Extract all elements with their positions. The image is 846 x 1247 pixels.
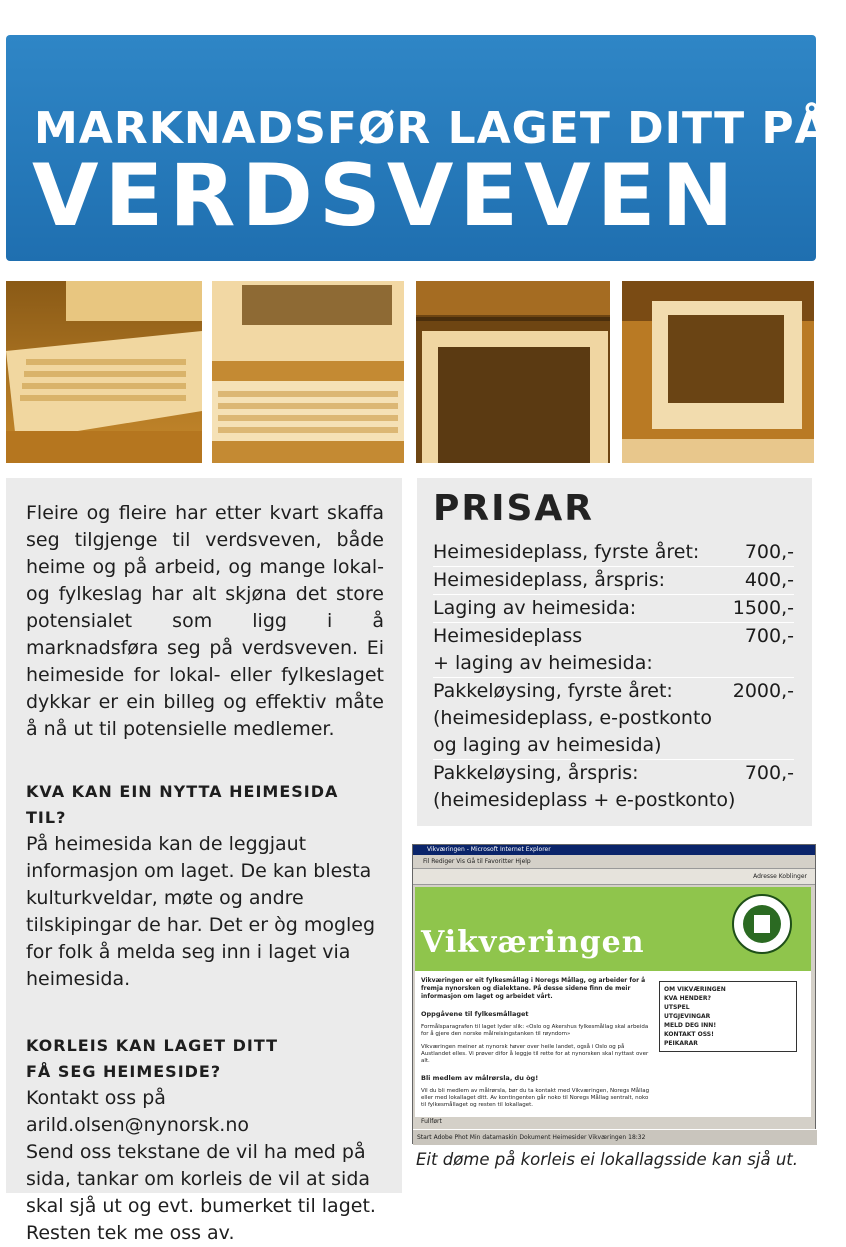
info-box	[6, 478, 402, 1244]
nav-item[interactable]: PEIKARAR	[664, 1040, 698, 1047]
price-label: Heimesideplass, årspris:	[433, 569, 666, 591]
price-row	[433, 759, 794, 787]
nav-item[interactable]: OM VIKVÆRINGEN	[664, 986, 726, 993]
site-main-column	[421, 977, 653, 1109]
price-value: 1500,-	[732, 597, 794, 619]
site-member-heading: Bli medlem av målrørsla, du òg!	[421, 1074, 539, 1082]
title-banner	[6, 35, 830, 261]
price-row	[433, 732, 794, 759]
site-para-1: Formålsparagrafen til laget lyder slik: «Oslo og Akershus fylkesmållag skal arbeida for å gjere den norske målreisingstanken til røyndom»	[421, 1024, 649, 1037]
price-label: og laging av heimesida)	[433, 734, 662, 756]
price-row	[433, 677, 794, 705]
website-screenshot	[412, 844, 816, 1144]
taskbar: Start Adobe Phot Min datamaskin Dokument Heimesider Vikværingen 18:32	[413, 1129, 817, 1145]
price-value: 2000,-	[732, 680, 794, 702]
section2-heading-line1: KORLEIS KAN LAGET DITT	[26, 1036, 279, 1055]
price-row	[433, 566, 794, 594]
section2-heading-line2: FÅ SEG HEIMESIDE?	[26, 1062, 222, 1081]
prices-title: PRISAR	[433, 488, 595, 529]
site-intro: Vikværingen er eit fylkesmållag i Noregs Mållag, og arbeider for å fremja nynorsken og dialektane. På desse sidene finn de meir informasjon om laget og arbeidet vårt.	[421, 977, 646, 1000]
nav-item[interactable]: KONTAKT OSS!	[664, 1031, 714, 1038]
price-row	[433, 622, 794, 650]
price-list	[417, 478, 812, 826]
intro-text: Fleire og fleire har etter kvart skaffa seg tilgjenge til verdsveven, både heime og på arbeid, og mange lokal- og fylkeslag har alt skjøna det store potensialet som ligg i å marknadsføra seg på verdsveven. Ei heimeside for lokal- eller fylkeslaget dykkar er ein billeg og effektiv måte å nå ut til potensielle medlemer.	[26, 502, 384, 740]
monitor-bookshelf-photo	[416, 281, 610, 463]
nav-item[interactable]: MELD DEG INN!	[664, 1022, 717, 1029]
section2-heading	[26, 1033, 384, 1085]
nav-item[interactable]: KVA HENDER?	[664, 995, 711, 1002]
price-row	[433, 539, 794, 566]
site-para-3: Vil du bli medlem av målrørsla, bør du ta kontakt med Vikværingen, Noregs Mållag eller med lokallaget ditt. Av kontingenten går noko til Noregs Mållag sentralt, noko til fylkesmållaget og resten til lokallaget.	[421, 1088, 650, 1108]
price-value: 700,-	[744, 762, 794, 784]
keyboard-photo	[6, 281, 202, 463]
contact-email[interactable]: Kontakt oss på arild.olsen@nynorsk.no	[26, 1087, 250, 1136]
site-subheading: Oppgåvene til fylkesmållaget	[421, 1010, 529, 1018]
site-title: Vikværingen	[421, 925, 645, 960]
section1-heading: KVA KAN EIN NYTTA HEIMESIDA TIL?	[26, 782, 339, 827]
price-label: Pakkeløysing, årspris:	[433, 762, 639, 784]
price-label: Pakkeløysing, fyrste året:	[433, 680, 673, 702]
price-row	[433, 705, 794, 732]
price-value: 700,-	[744, 625, 794, 647]
monitor-keyboard-photo	[212, 281, 404, 463]
browser-titlebar: Vikværingen - Microsoft Internet Explorer	[413, 845, 815, 855]
price-label: + laging av heimesida:	[433, 652, 653, 674]
screenshot-caption: Eit døme på korleis ei lokallagsside kan sjå ut.	[416, 1150, 798, 1169]
price-label: Heimesideplass, fyrste året:	[433, 541, 700, 563]
price-row	[433, 594, 794, 622]
crt-monitor-photo	[622, 281, 814, 463]
section2-body: Send oss tekstane de vil ha med på sida, tankar om korleis de vil at sida skal sjå ut og evt. bumerket til laget. Resten tek me oss av.	[26, 1141, 376, 1244]
price-label: Laging av heimesida:	[433, 597, 637, 619]
price-value: 700,-	[744, 541, 794, 563]
site-para-2: Vikværingen meiner at nynorsk høver over heile landet, også i Oslo og på Austlandet elles. Vi prøver difor å leggje til rette for at nynorsken skal nyttast over alt.	[421, 1044, 649, 1064]
site-header	[415, 887, 811, 971]
price-label: Heimesideplass	[433, 625, 583, 647]
nav-item[interactable]: UTGJEVINGAR	[664, 1013, 711, 1020]
price-label: (heimesideplass, e-postkonto	[433, 707, 713, 729]
browser-menubar: Fil Rediger Vis Gå til Favoritter Hjelp	[413, 855, 815, 869]
section1-body: På heimesida kan de leggjaut informasjon om laget. De kan blesta kulturkveldar, møte og andre tilskipingar de har. Det er òg mogleg for folk å melda seg inn i laget via heimesida.	[26, 833, 376, 990]
noregs-maallag-logo-icon	[731, 893, 793, 955]
site-nav	[659, 981, 797, 1052]
address-label: Adresse Koblinger	[753, 873, 807, 880]
title-line-1: MARKNADSFØR LAGET DITT PÅ	[34, 103, 830, 154]
price-label: (heimesideplass + e-postkonto)	[433, 789, 736, 811]
nav-item[interactable]: UTSPEL	[664, 1004, 690, 1011]
browser-addressbar	[413, 869, 815, 885]
site-content	[415, 971, 811, 1117]
price-value: 400,-	[744, 569, 794, 591]
price-row	[433, 650, 794, 677]
title-line-2: VERDSVEVEN	[32, 146, 740, 246]
price-row	[433, 787, 794, 814]
browser-statusbar: Fullført	[415, 1117, 811, 1127]
